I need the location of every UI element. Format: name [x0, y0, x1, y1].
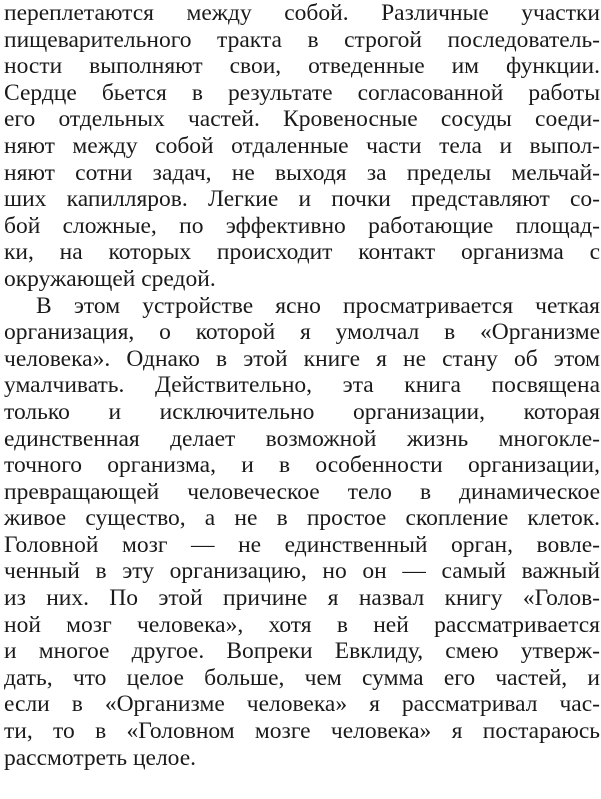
text-line: няют между собой отдаленные части тела и выпол- [4, 132, 600, 159]
paragraph-2 [4, 293, 600, 772]
text-line: окружающей средой. [4, 265, 216, 292]
text-line: его отдельных частей. Кровеносные сосуды соеди- [4, 106, 600, 133]
text-line: Сердце бьется в результате согласованной работы [4, 79, 600, 106]
text-line: рассмотреть целое. [4, 744, 197, 771]
text-line: ченный в эту организацию, но он — самый важный [4, 558, 600, 585]
paragraph-1 [4, 0, 600, 293]
text-line: живое существо, а не в простое скопление клеток. [4, 505, 600, 532]
text-line: организация, о которой я умолчал в «Организме [4, 319, 600, 346]
text-line: бой сложные, по эффективно работающие площад- [4, 212, 600, 239]
text-line: няют сотни задач, не выходя за пределы мельчай- [4, 159, 600, 186]
text-line: из них. По этой причине я назвал книгу «Голов- [4, 585, 600, 612]
text-line: если в «Организме человека» я рассматривал час- [4, 691, 600, 718]
text-line: ки, на которых происходит контакт организма с [4, 239, 600, 266]
text-line: единственная делает возможной жизнь многокле- [4, 425, 600, 452]
text-line: человека». Однако в этой книге я не стану об этом [4, 345, 600, 372]
text-line: пищеварительного тракта в строгой последователь- [4, 26, 600, 53]
text-line: ности выполняют свои, отведенные им функции. [4, 53, 600, 80]
text-line: В этом устройстве ясно просматривается четкая [36, 292, 600, 319]
text-line: превращающей человеческое тело в динамическое [4, 478, 600, 505]
text-line: и многое другое. Вопреки Евклиду, смею утверж- [4, 638, 600, 665]
text-line: точного организма, и в особенности организации, [4, 452, 600, 479]
book-page [4, 0, 600, 771]
text-line: ших капилляров. Легкие и почки представляют со- [4, 186, 600, 213]
text-line: только и исключительно организации, которая [4, 398, 600, 425]
text-line: ной мозг человека», хотя в ней рассматривается [4, 611, 600, 638]
text-line: ти, то в «Головном мозге человека» я постараюсь [4, 718, 600, 745]
text-line: дать, что целое больше, чем сумма его частей, и [4, 664, 600, 691]
text-line: переплетаются между собой. Различные участки [4, 0, 600, 26]
text-line: Головной мозг — не единственный орган, вовле- [4, 531, 600, 558]
text-line: умалчивать. Действительно, эта книга посвящена [4, 372, 600, 399]
